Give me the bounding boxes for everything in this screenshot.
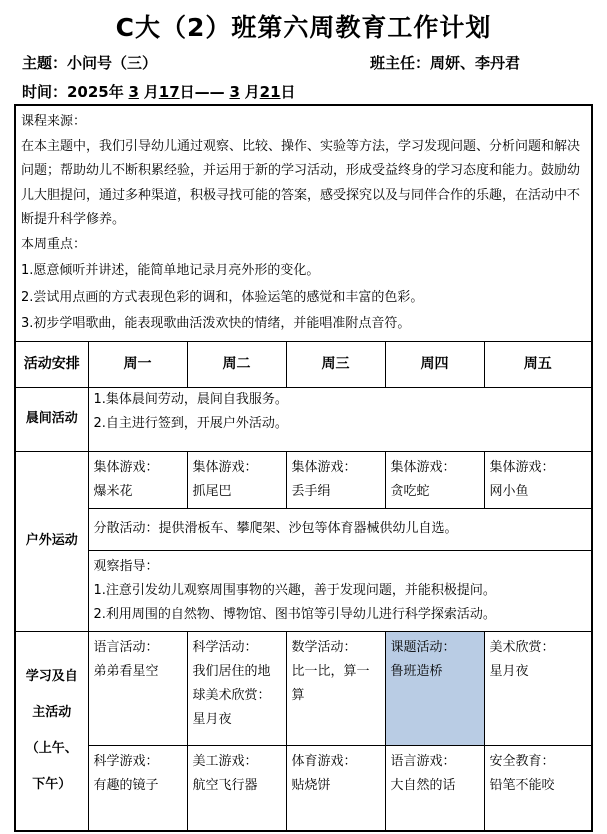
activity-type: 数学活动： [291,639,357,655]
source-text: 在本主题中，我们引导幼儿通过观察、比较、操作、实验等方法，学习发现问题、分析问题和解决问题；帮助幼儿不断积累经验，并运用于新的学习活动，形成受益终身的学习态度和能力。鼓励幼儿大胆提问，通过多种渠道，积极寻找可能的答案，感受探究以及与同伴合作的乐趣，在活动中不断提升科学修养。 [21,138,581,227]
day-friday: 周五 [484,341,592,387]
learning-label-line: 学习及自 [25,668,78,684]
activity-cell [88,631,187,745]
game-cell [385,451,484,508]
end-day: 21 [259,83,281,101]
game-name: 丢手绢 [291,483,331,499]
activity-line: 我们居住的地 [192,663,271,679]
activity-line: 航空飞行器 [192,777,258,793]
day-tuesday: 周二 [187,341,286,387]
guide-item: 2.利用周围的自然物、博物馆、图书馆等引导幼儿进行科学探索活动。 [93,606,496,622]
activity-line: 贴烧饼 [291,777,331,793]
game-name: 爆米花 [93,483,133,499]
learning-label [15,631,88,831]
outdoor-label: 户外运动 [15,451,88,631]
time-prefix: 时间：2025年 [22,83,124,101]
focus-item: 1.愿意倾听并讲述，能简单地记录月亮外形的变化。 [21,263,320,278]
game-name: 抓尾巴 [192,483,232,499]
activity-type: 体育游戏： [291,753,357,769]
game-type: 集体游戏： [390,459,456,475]
month-char: 月 [143,83,159,101]
start-day: 17 [158,83,180,101]
activity-line: 球美术欣赏： [192,687,271,703]
activity-type: 科学游戏： [93,753,159,769]
activity-cell [385,745,484,831]
game-cell [187,451,286,508]
guide-label: 观察指导： [93,558,159,574]
game-type: 集体游戏： [489,459,555,475]
start-month: 3 [128,83,139,101]
guide-cell [88,550,592,631]
activity-cell [286,745,385,831]
activity-line: 比一比，算一 [291,663,370,679]
focus-label: 本周重点： [21,236,87,252]
page-title: C大（2）班第六周教育工作计划 [115,13,492,42]
activity-line: 算 [291,687,305,703]
teacher-label: 班主任：周妍、李丹君 [370,54,521,72]
theme-label: 主题：小问号（三） [22,54,158,72]
activity-cell [484,745,592,831]
focus-item: 2.尝试用点画的方式表现色彩的调和，体验运笔的感觉和丰富的色彩。 [21,289,424,305]
activity-cell [484,631,592,745]
focus-item: 3.初步学唱歌曲，能表现歌曲活泼欢快的情绪，并能唱准附点音符。 [21,316,411,331]
activity-line: 有趣的镜子 [93,777,159,793]
learning-label-line: 主活动 [32,704,72,720]
time-line [22,81,296,102]
learning-label-line: （上午、 [25,740,78,756]
activity-cell [187,631,286,745]
activity-line: 星月夜 [192,711,232,727]
activity-type: 语言活动： [93,639,159,655]
activity-line: 星月夜 [489,663,529,679]
activity-line: 弟弟看星空 [93,663,159,679]
activity-type: 科学活动： [192,639,258,655]
game-type: 集体游戏： [93,459,159,475]
activity-type: 安全教育： [489,753,555,769]
plan-table [14,104,593,832]
activity-line: 鲁班造桥 [390,663,443,679]
activity-line: 铅笔不能咬 [489,777,555,793]
game-cell [88,451,187,508]
game-name: 网小鱼 [489,483,529,499]
day-wednesday: 周三 [286,341,385,387]
activity-cell [187,745,286,831]
header-label: 活动安排 [15,341,88,387]
morning-cell [88,387,592,451]
day-char: 日 [280,83,296,101]
game-type: 集体游戏： [291,459,357,475]
game-type: 集体游戏： [192,459,258,475]
activity-cell [88,745,187,831]
source-label: 课程来源： [21,114,87,129]
activity-type: 美工游戏： [192,753,258,769]
activity-cell [286,631,385,745]
month-char: 月 [244,83,260,101]
guide-item: 1.注意引发幼儿观察周围事物的兴趣，善于发现问题，并能积极提问。 [93,582,496,598]
morning-item: 2.自主进行签到，开展户外活动。 [93,415,288,431]
activity-cell-highlighted [385,631,484,745]
end-month: 3 [229,83,240,101]
activity-type: 美术欣赏： [489,639,555,655]
learning-label-line: 下午） [32,776,72,792]
intro-cell [15,105,592,341]
activity-line: 大自然的话 [390,777,456,793]
game-name: 贪吃蛇 [390,483,430,499]
day-thursday: 周四 [385,341,484,387]
day-monday: 周一 [88,341,187,387]
game-cell [484,451,592,508]
game-cell [286,451,385,508]
morning-label: 晨间活动 [15,387,88,451]
morning-item: 1.集体晨间劳动，晨间自我服务。 [93,391,288,407]
time-separator: 日—— [179,83,225,101]
scatter-cell: 分散活动：提供滑板车、攀爬架、沙包等体育器械供幼儿自选。 [88,508,592,550]
activity-type: 课题活动： [390,639,456,655]
activity-type: 语言游戏： [390,753,456,769]
